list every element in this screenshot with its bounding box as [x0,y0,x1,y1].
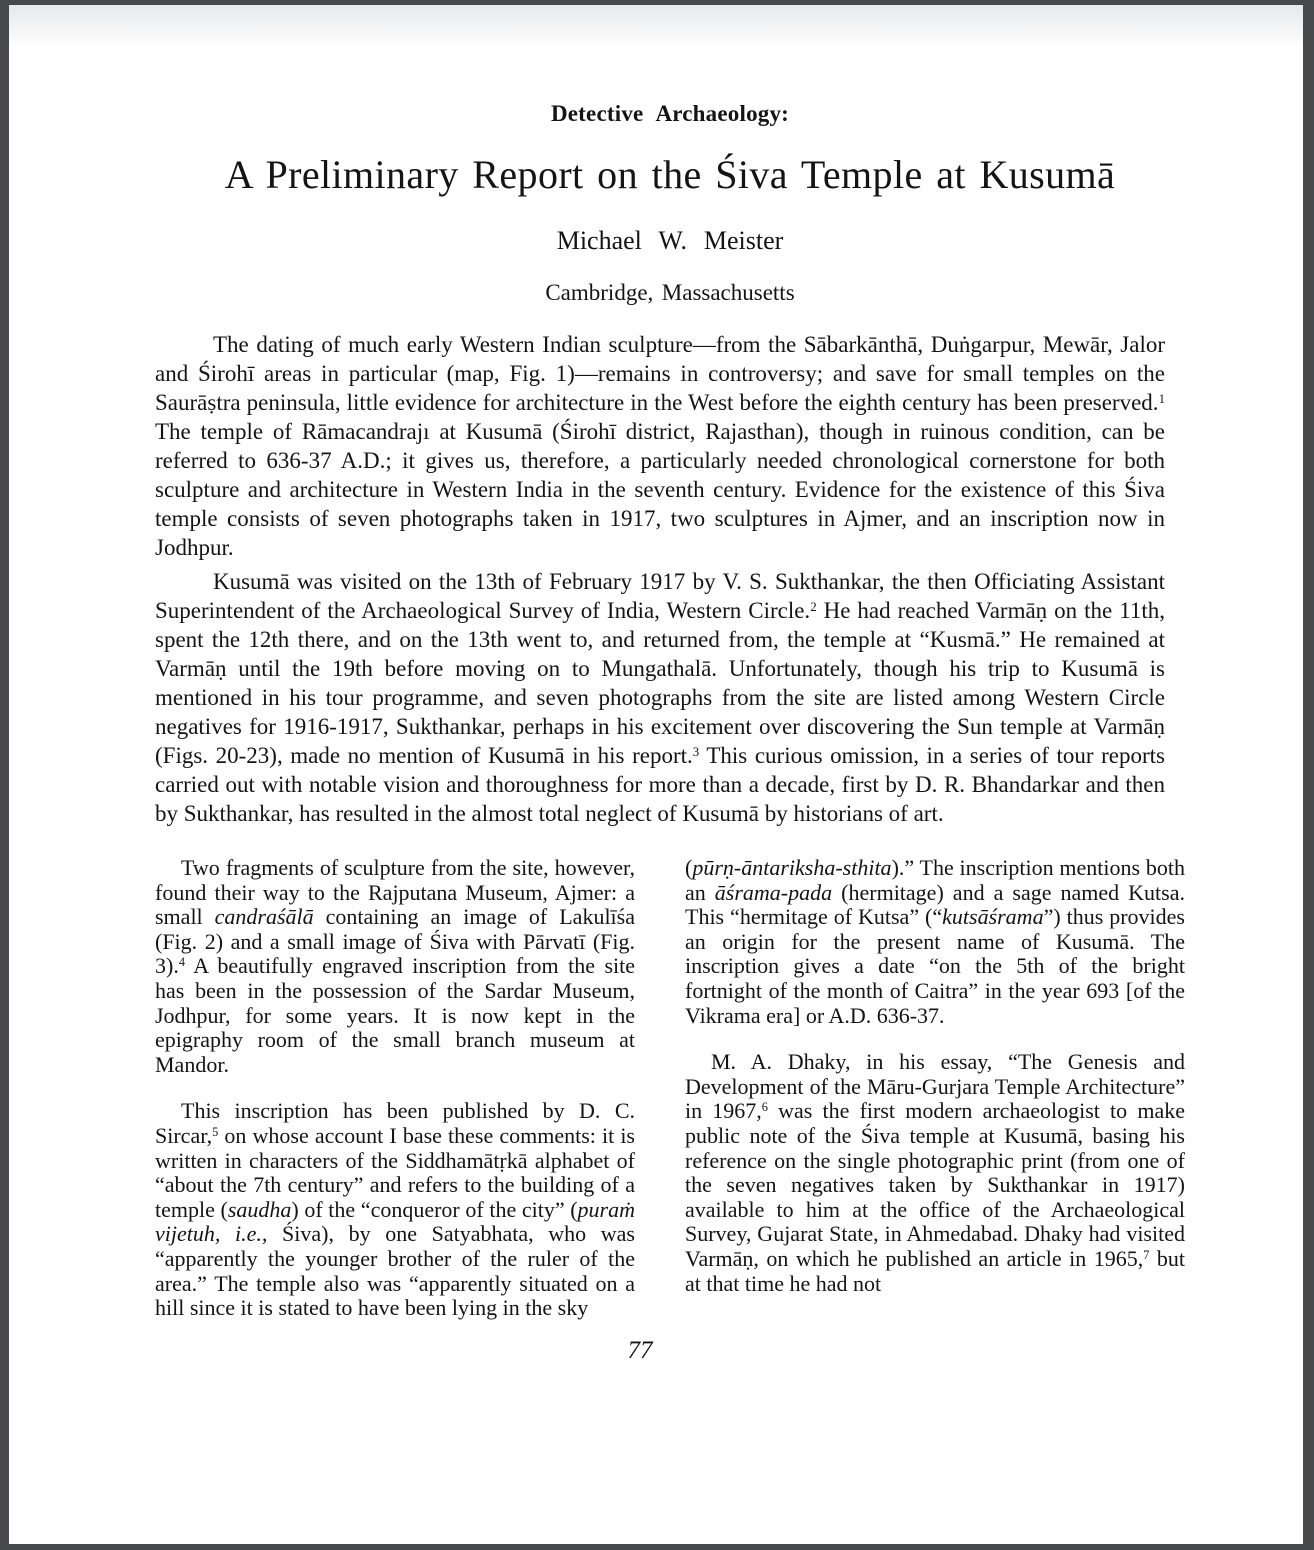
paragraph: M. A. Dhaky, in his essay, “The Genesis and Development of the Māru-Gurjara Temple Architecture” in 1967,$^6$ was the first modern archaeologist to make public note of the Śiva temple at Kusumā, basing his reference on the single photographic print (from one of the seven negatives taken by Sukthankar in 1917) available to him at the office of the Archaeological Survey, Gujarat State, in Ahmedabad. Dhaky had visited Varmāṇ, on which he published an article in 1965,$^7$ but at that time he had not [685,1049,1185,1296]
paragraph: (pūrṇ-āntariksha-sthita).” The inscription mentions both an āśrama-pada (hermitage) and a sage named Kutsa. This “hermitage of Kutsa” (“kutsāśrama”) thus provides an origin for the present name of Kusumā. The inscription gives a date “on the 5th of the bright fortnight of the month of Caitra” in the year 693 [of the Vikrama era] or A.D. 636-37. [685,855,1185,1028]
right-column [685,856,1185,1321]
paragraph: Two fragments of sculpture from the site, however, found their way to the Rajputana Museum, Ajmer: a small candraśālā containing an image of Lakulīśa (Fig. 2) and a small image of Śiva with Pārvatī (Fig. 3).$^4$ A beautifully engraved inscription from the site has been in the possession of the Sardar Museum, Jodhpur, for some years. It is now kept in the epigraphy room of the small branch museum at Mandor. [155,855,635,1077]
author-affiliation: Cambridge, Massachusetts [545,280,795,305]
series-kicker: Detective Archaeology: [550,101,790,126]
paragraph: The dating of much early Western Indian sculpture—from the Sābarkānthā, Duṅgarpur, Mewār, Jalor and Śirohī areas in particular (map, Fig. 1)—remains in controversy; and save for small temples on the Saurāṣtra peninsula, little evidence for architecture in the West before the eighth century has been preserved.$^1$ The temple of Rāmacandrajı at Kusumā (Śirohī district, Rajasthan), though in ruinous condition, can be referred to 636-37 A.D.; it gives us, therefore, a particularly needed chronological cornerstone for both sculpture and architecture in Western India in the seventh century. Evidence for the existence of this Śiva temple consists of seven photographs taken in 1917, two sculptures in Ajmer, and an inscription now in Jodhpur. [155,332,1165,560]
page-content [9,5,1303,1365]
two-column-section [155,856,1185,1321]
paragraph: This inscription has been published by D. C. Sircar,$^5$ on whose account I base these comments: it is written in characters of the Siddhamātṛkā alphabet of “about the 7th century” and refers to the building of a temple (saudha) of the “conqueror of the city” (puraṁ vijetuh, i.e., Śiva), by one Satyabhata, who was “apparently the younger brother of the ruler of the area.” The temple also was “apparently situated on a hill since it is stated to have been lying in the sky [155,1098,635,1321]
author-name: Michael W. Meister [556,226,784,255]
page-number: 77 [627,1336,653,1364]
intro-section [155,330,1165,828]
paragraph: Kusumā was visited on the 13th of February 1917 by V. S. Sukthankar, the then Officiating Assistant Superintendent of the Archaeological Survey of India, Western Circle.$^2$ He had reached Varmāṇ on the 11th, spent the 12th there, and on the 13th went to, and returned from, the temple at “Kusmā.” He remained at Varmāṇ until the 19th before moving on to Mungathalā. Unfortunately, though his trip to Kusumā is mentioned in his tour programme, and seven photographs from the site are listed among Western Circle negatives for 1916-1917, Sukthankar, perhaps in his excitement over discovering the Sun temple at Varmāṇ (Figs. 20-23), made no mention of Kusumā in his report.$^3$ This curious omission, in a series of tour reports carried out with notable vision and thoroughness for more than a decade, first by D. R. Bhandarkar and then by Sukthankar, has resulted in the almost total neglect of Kusumā by historians of art. [155,569,1165,826]
left-column [155,856,635,1321]
document-page [9,5,1303,1544]
page-title: A Preliminary Report on the Śiva Temple at Kusumā [224,152,1116,197]
